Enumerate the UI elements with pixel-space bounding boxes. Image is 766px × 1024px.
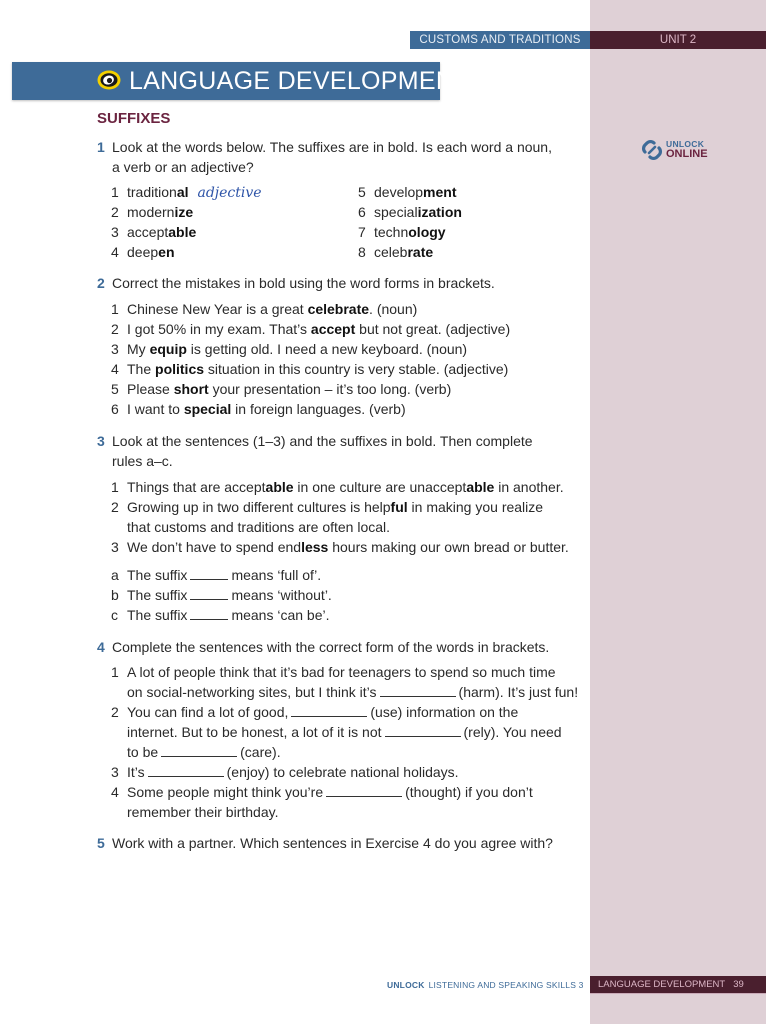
sentence-item: 4 Some people might think you’re (thought) if you don’t remember their birthday.: [111, 784, 533, 820]
word-item: 6 specialization: [358, 204, 462, 220]
exercise-number: 2: [97, 275, 105, 291]
exercise-number: 4: [97, 639, 105, 655]
sentence-item: 1 A lot of people think that it’s bad for teenagers to spend so much time on social-networking sites, but I think it’s (harm). It’s just fun!: [111, 664, 579, 700]
answer-blank[interactable]: [190, 618, 228, 620]
sentence-item: 2 Growing up in two different cultures is helpful in making you realize that customs and traditions are often local.: [111, 499, 544, 535]
unlock-label: UNLOCK: [666, 139, 705, 149]
exercise-instruction: Work with a partner. Which sentences in Exercise 4 do you agree with?: [112, 835, 553, 851]
sentence-item: 2 I got 50% in my exam. That’s accept but not great. (adjective): [111, 321, 511, 337]
rule-item: c The suffix means ‘can be’.: [111, 607, 330, 623]
sentence-item: 1 Chinese New Year is a great celebrate. (noun): [111, 301, 418, 317]
unit-label: UNIT 2: [590, 31, 766, 49]
sentence-item: 4 The politics situation in this country is very stable. (adjective): [111, 361, 509, 377]
handwritten-answer: adjective: [197, 185, 262, 201]
link-icon: [641, 139, 663, 161]
answer-blank[interactable]: [190, 598, 228, 600]
answer-blank[interactable]: [385, 735, 461, 737]
exercise-instruction: Look at the sentences (1–3) and the suffixes in bold. Then complete: [112, 433, 533, 449]
rule-item: b The suffix means ‘without’.: [111, 587, 332, 603]
exercise-number: 1: [97, 139, 105, 155]
footer-divider: [590, 993, 766, 994]
section-heading: SUFFIXES: [97, 110, 171, 127]
exercise-instruction: rules a–c.: [112, 453, 173, 469]
exercise-2: [97, 273, 572, 293]
answer-blank[interactable]: [326, 795, 402, 797]
footer-book-title: UNLOCK LISTENING AND SPEAKING SKILLS 3: [387, 980, 584, 990]
sentence-item: 6 I want to special in foreign languages. (verb): [111, 401, 406, 417]
answer-blank[interactable]: [291, 715, 367, 717]
word-item: 8 celebrate: [358, 244, 434, 260]
online-label: ONLINE: [666, 148, 708, 160]
word-item: 1 traditional adjective: [111, 184, 262, 201]
exercise-number: 5: [97, 835, 105, 851]
word-item: 2 modernize: [111, 204, 194, 220]
word-item: 4 deepen: [111, 244, 175, 260]
answer-blank[interactable]: [148, 775, 224, 777]
exercise-number: 3: [97, 433, 105, 449]
page-number: 39: [733, 979, 744, 990]
page-title: LANGUAGE DEVELOPMENT: [129, 67, 470, 95]
answer-blank[interactable]: [190, 578, 228, 580]
unit-topic-label: CUSTOMS AND TRADITIONS: [410, 31, 590, 49]
sentence-item: 2 You can find a lot of good, (use) information on the internet. But to be honest, a lot of it is not (rely). You need to be (care).: [111, 704, 562, 760]
rule-item: a The suffix means ‘full of’.: [111, 567, 322, 583]
exercise-instruction: Look at the words below. The suffixes are in bold. Is each word a noun,: [112, 139, 552, 155]
exercise-instruction: Complete the sentences with the correct form of the words in brackets.: [112, 639, 550, 655]
footer-section-bar: [590, 976, 766, 993]
eye-icon: [96, 69, 122, 91]
exercise-1: [97, 137, 572, 177]
sentence-item: 3 My equip is getting old. I need a new keyboard. (noun): [111, 341, 468, 357]
section-banner: [12, 62, 470, 100]
unlock-online-logo[interactable]: [641, 139, 711, 163]
word-item: 3 acceptable: [111, 224, 197, 240]
exercise-instruction: Correct the mistakes in bold using the word forms in brackets.: [112, 275, 495, 291]
sentence-item: 5 Please short your presentation – it’s too long. (verb): [111, 381, 452, 397]
footer-section-label: LANGUAGE DEVELOPMENT: [598, 979, 726, 990]
exercise-3: [97, 431, 572, 471]
exercise-5: [97, 833, 592, 853]
word-item: 7 technology: [358, 224, 446, 240]
answer-blank[interactable]: [380, 695, 456, 697]
word-item: 5 development: [358, 184, 457, 200]
answer-blank[interactable]: [161, 755, 237, 757]
footer-brand: UNLOCK: [387, 980, 425, 990]
sentence-item: 3 It’s (enjoy) to celebrate national holidays.: [111, 764, 459, 780]
sentence-item: 3 We don’t have to spend endless hours making our own bread or butter.: [111, 539, 569, 555]
exercise-instruction: a verb or an adjective?: [112, 159, 254, 175]
exercise-4: [97, 637, 572, 657]
sentence-item: 1 Things that are acceptable in one culture are unacceptable in another.: [111, 479, 564, 495]
